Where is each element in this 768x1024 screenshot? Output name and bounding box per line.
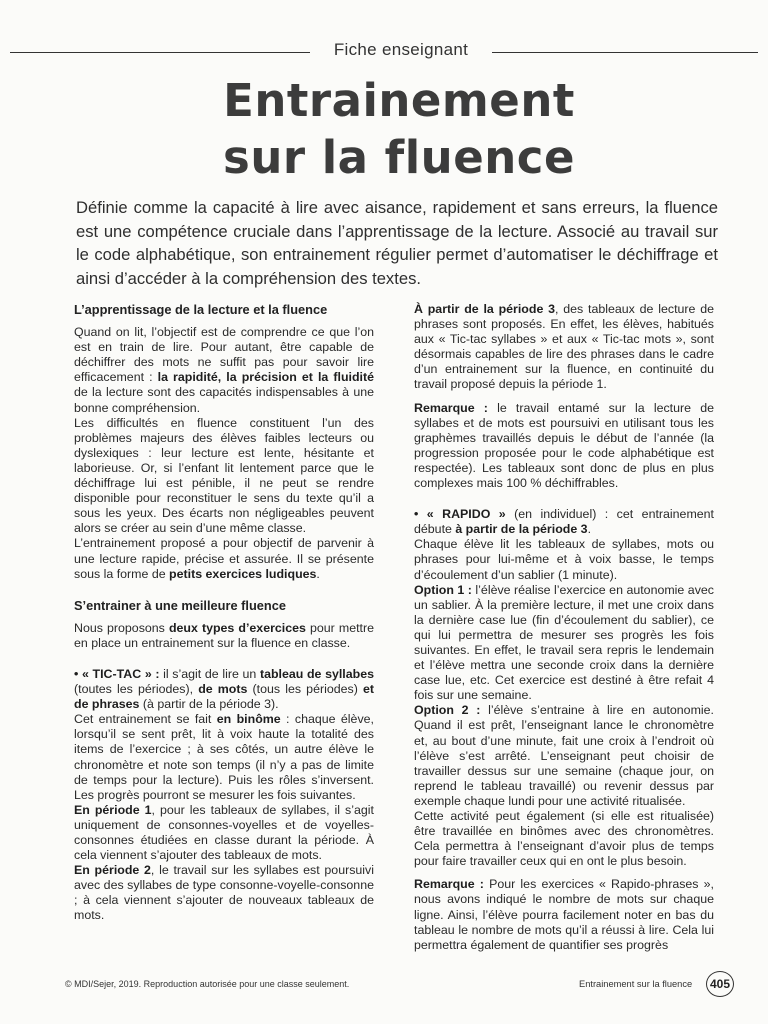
text: l’élève s’entraine à lire en autonomie. Quand il est prêt, l’enseignant lance le chronomètre et, au bout d’une minute, fait une croix à l’endroit où l’élève s’est arrêté. L’enseignant peut choisir de travailler dessus sur une semaine (chaque jour, on reprend le tableau travaillé) ou revenir dessus par exemple chaque lundi pour une activité ritualisée. (414, 703, 714, 808)
text: L’entrainement proposé a pour objectif de parvenir à une lecture rapide, précise et assurée. Il se présente sous la forme de (74, 536, 374, 581)
paragraph (74, 536, 374, 581)
paragraph (74, 621, 374, 651)
bold-text: tableau de syllabes (259, 666, 374, 681)
page-header (0, 38, 768, 68)
bold-text: • « TIC-TAC » : (74, 666, 160, 681)
section-heading-apprentissage: L’apprentissage de la lecture et la fluence (74, 302, 328, 317)
header-rule-right (492, 52, 758, 53)
paragraph (74, 863, 374, 923)
text: , des tableaux de lecture de phrases sont proposés. En effet, les élèves, habitués aux « Tic-tac syllabes » et aux « Tic-tac mots », sont désormais capables de lire des phrases dans le cadre d’un entrainement sur la fluence, en continuité du travail proposé depuis la période 1. (414, 302, 714, 392)
text: Nous proposons (74, 620, 169, 635)
bold-text: En période 1 (74, 802, 152, 817)
paragraph: Cette activité peut également (si elle est ritualisée) être travaillée en binômes avec des chronomètres. Cela permettra à l’enseignant d’avoir plus de temps pour faire travailler ceux qui en ont le plus besoin. (414, 809, 714, 869)
text: (à partir de la période 3). (139, 697, 279, 712)
bold-text: à partir de la période 3 (455, 522, 588, 537)
paragraph (74, 712, 374, 803)
header-label: Fiche enseignant (333, 40, 469, 59)
bold-text: de mots (198, 682, 248, 697)
paragraph-tic-tac (74, 667, 374, 712)
text: . (316, 566, 320, 581)
bold-text: la rapidité, la précision et la fluidité (157, 370, 374, 385)
paragraph-remarque (414, 877, 714, 952)
text: l’élève réalise l’exercice en autonomie avec un sablier. À la première lecture, il met une croix dans la dernière case lue (fin d’écoulement du sablier), ce qui lui permettra de mesurer ses progrès les fois suivantes. En effet, le travail sera repris le lendemain et l’élève mettra une seconde croix dans la dernière case lue, etc. Cet exercice est destiné à être refait 4 fois sur une semaine. (414, 582, 714, 703)
bold-text: Remarque : (414, 877, 484, 892)
text: Quand on lit, l’objectif est de comprendre ce que l’on est en train de lire. Pour autant, être capable de déchiffrer des mots ne suffit pas pour savoir lire efficacement : (74, 325, 374, 385)
bold-text: en binôme (216, 712, 281, 727)
footer-running-title: Entrainement sur la fluence (579, 979, 693, 989)
bold-text: petits exercices ludiques (169, 566, 317, 581)
bold-text: et de phrases (74, 682, 374, 712)
paragraph-rapido (414, 507, 714, 537)
text: il s’agit de lire un (159, 666, 260, 681)
left-column (74, 302, 374, 924)
footer-copyright: © MDI/Sejer, 2019. Reproduction autorisée pour une classe seulement. (65, 979, 350, 989)
header-rule-left (10, 52, 310, 53)
bold-text: • « RAPIDO » (414, 507, 506, 522)
bold-text: En période 2 (74, 863, 151, 878)
paragraph: Chaque élève lit les tableaux de syllabes, mots ou phrases pour lui-même et à voix basse, le temps d’écoulement d’un sablier (1 minute). (414, 537, 714, 582)
title-line-2: sur la fluence (223, 131, 575, 184)
text: (toutes les périodes), (74, 682, 199, 697)
text: pour mettre en place un entrainement sur la fluence en classe. (74, 620, 374, 650)
text: . (587, 522, 592, 537)
right-column (414, 302, 714, 953)
text: : chaque élève, lorsqu’il se sent prêt, lit à voix haute la totalité des items de l’exercice ; à ses côtés, un autre élève le chronomètre et note son temps (il n’y a pas de limite de temps pour la lecture). Puis les rôles s’inversent. Les progrès pourront se mesurer les fois suivantes. (74, 712, 374, 802)
paragraph (74, 325, 374, 416)
section-heading-fluence: S’entrainer à une meilleure fluence (74, 597, 286, 613)
bold-text: À partir de la période 3 (414, 302, 556, 316)
title-line-1: Entrainement (223, 74, 575, 127)
bold-text: Option 2 : (414, 703, 481, 718)
bold-text: deux types d’exercices (168, 620, 306, 635)
text: (en individuel) : cet entrainement débute (414, 507, 714, 537)
page-number: 405 (706, 971, 734, 997)
paragraph: Les difficultés en fluence constituent l’un des problèmes majeurs des élèves faibles lecteurs ou dyslexiques : leur lecture est lente, hésitante et laborieuse. Or, si l’enfant lit lentement parce que le déchiffrage lui est pénible, il ne peut se rendre disponible pour reconstituer le sens du texte qu’il a sous les yeux. Des écarts non négligeables peuvent alors se créer au sein d’une même classe. (74, 415, 374, 536)
paragraph (74, 803, 374, 863)
text: Pour les exercices « Rapido-phrases », nous avons indiqué le nombre de mots sur chaque ligne. Ainsi, l’élève pourra facilement noter en bas du tableau le nombre de mots qu’il a réussi à lire. Cela lui permettra également de quantifier ses progrès (414, 877, 714, 952)
paragraph (414, 302, 714, 393)
paragraph-remarque (414, 401, 714, 492)
text: (tous les périodes) (247, 682, 363, 697)
page-title (0, 72, 768, 186)
text: , pour les tableaux de syllabes, il s’agit uniquement de consonnes-voyelles et de voyelles-consonnes étudiées en classe durant la période. À cela viennent s’ajouter des tableaux de mots. (74, 802, 374, 863)
bold-text: Remarque : (414, 400, 488, 415)
paragraph-option-1 (414, 583, 714, 704)
text: Cet entrainement se fait (74, 712, 217, 727)
text: le travail entamé sur la lecture de syllabes et de mots est poursuivi en utilisant tous les graphèmes travaillés depuis le début de l’année (la progression proposée pour le code alphabétique est respectée). Les tableaux sont donc de plus en plus complexes mais 100 % déchiffrables. (414, 400, 714, 491)
text: , le travail sur les syllabes est poursuivi avec des syllabes de type consonne-voyelle-consonne ; à cela viennent s’ajouter de nouveaux tableaux de mots. (74, 863, 374, 923)
text: de la lecture sont des capacités indispensables à une bonne compréhension. (74, 385, 374, 415)
intro-paragraph: Définie comme la capacité à lire avec aisance, rapidement et sans erreurs, la fluence est une compétence cruciale dans l’apprentissage de la lecture. Associé au travail sur le code alphabétique, son entrainement régulier permet d’automatiser le déchiffrage et ainsi d’accéder à la compréhension des textes. (76, 198, 718, 288)
paragraph-option-2 (414, 703, 714, 809)
bold-text: Option 1 : (414, 582, 472, 597)
